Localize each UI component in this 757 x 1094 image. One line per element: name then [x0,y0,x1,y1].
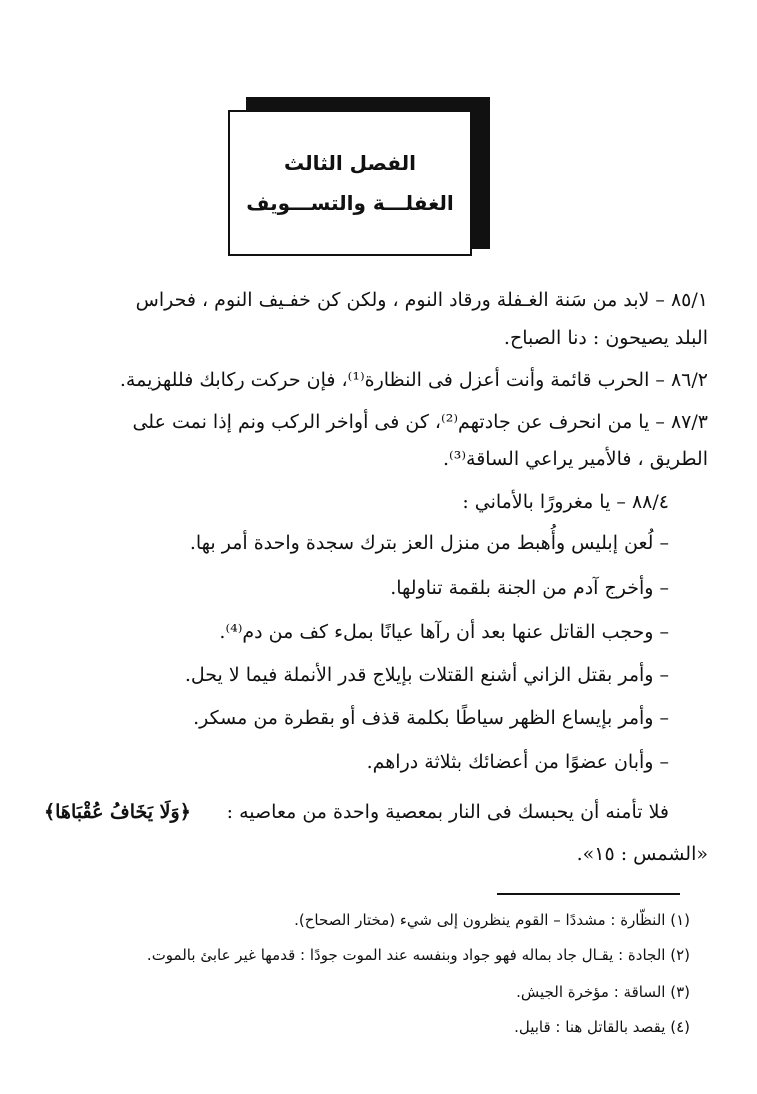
footnote-1: (١) النظّارة : مشددًا – القوم ينظرون إلى شيء (مختار الصحاح). [294,911,690,929]
list-item: – وحجب القاتل عنها بعد أن رآها عيانًا بملء كف من دم⁽⁴⁾. [219,621,669,643]
paragraph-86: ٨٦/٢ – الحرب قائمة وأنت أعزل فى النظارة⁽¹⁾، فإن حركت ركابك فللهزيمة. [119,369,708,391]
list-item: – وأمر بإيساع الظهر سياطًا بكلمة قذف أو بقطرة من مسكر. [193,707,669,729]
footnote-3: (٣) الساقة : مؤخرة الجيش. [516,983,690,1001]
paragraph-87-line-2: الطريق ، فالأمير يراعي الساقة⁽³⁾. [443,448,708,470]
chapter-title-box [228,110,472,256]
closing-text: فلا تأمنه أن يحبسك فى النار بمعصية واحدة من معاصيه : [226,801,669,823]
paragraph-87-line-1: ٨٧/٣ – يا من انحرف عن جادتهم⁽²⁾، كن فى أواخر الركب ونم إذا نمت على [132,411,708,433]
paragraph-85-line-1: ٨٥/١ – لابد من سَنة الغـفلة ورقاد النوم ، ولكن كن خفـيف النوم ، فحراس [135,289,708,311]
list-item: – وأخرج آدم من الجنة بلقمة تناولها. [390,577,669,599]
footnote-4: (٤) يقصد بالقاتل هنا : قابيل. [514,1018,690,1036]
list-item: – لُعن إبليس وأُهبط من منزل العز بترك سجدة واحدة أمر بها. [189,532,669,554]
quran-verse: ﴿وَلَا يَخَافُ عُقْبَاهَا﴾ [44,801,191,823]
footnote-2: (٢) الجادة : يقـال جاد بماله فهو جواد وبنفسه عند الموت جودًا : قدمها غير عابئ بالموت. [146,946,690,964]
paragraph-88-intro: ٨٨/٤ – يا مغرورًا بالأماني : [462,491,669,513]
chapter-subtitle: الغفلـــة والتســـويف [246,191,454,215]
footnote-divider [497,893,680,895]
closing-line-1 [44,796,669,828]
chapter-heading: الفصل الثالث [284,151,417,175]
closing-line-2: «الشمس : ١٥». [576,843,708,865]
list-item: – وأبان عضوًا من أعضائك بثلاثة دراهم. [366,751,669,773]
list-item: – وأمر بقتل الزاني أشنع القتلات بإيلاج قدر الأنملة فيما لا يحل. [184,664,669,686]
paragraph-85-line-2: البلد يصيحون : دنا الصباح. [503,327,708,349]
